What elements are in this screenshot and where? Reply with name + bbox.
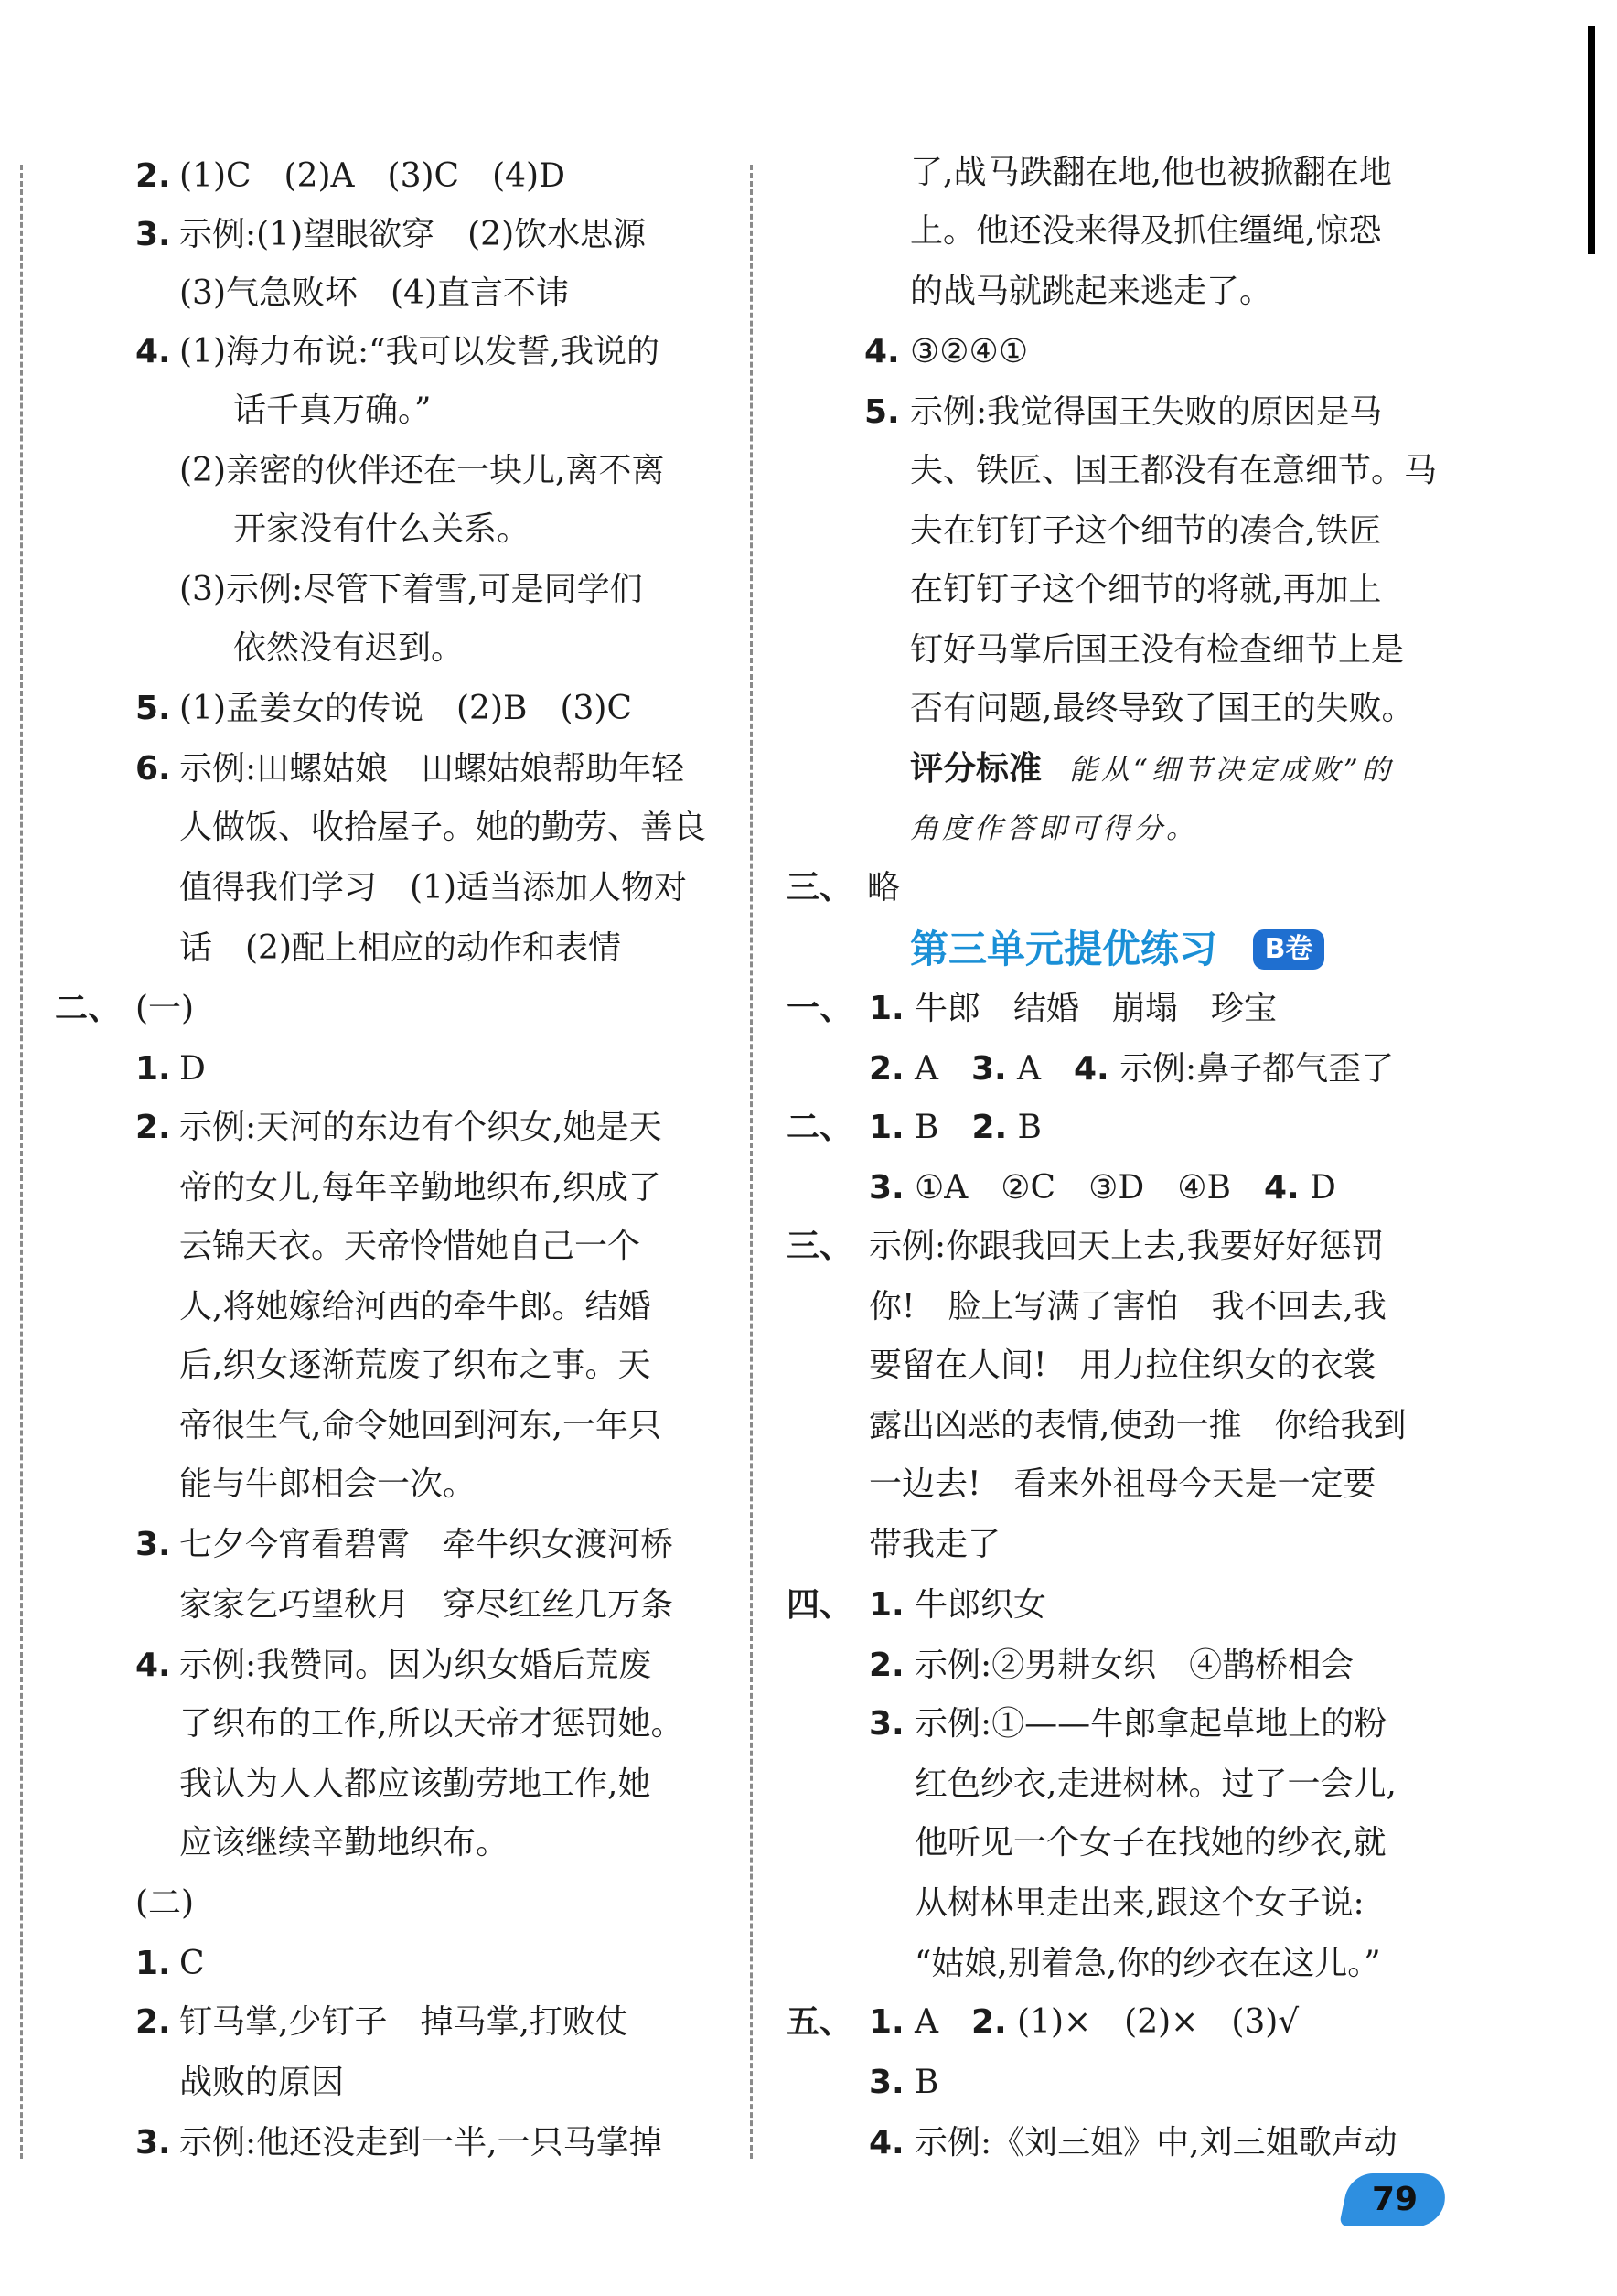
answer-line: 4. 示例:我赞同。因为织女婚后荒废: [135, 1647, 652, 1684]
answer-line: 4. ③②④①: [864, 333, 1029, 370]
answer-line: 1. C: [135, 1945, 205, 1982]
answer-line: 四、 1. 牛郎织女: [787, 1586, 1047, 1624]
answer-line: 4. (1)海力布说:“我可以发誓,我说的: [135, 333, 659, 370]
answer-line: 3. B: [869, 2064, 939, 2101]
answer-line: 帝很生气,命令她回到河东,一年只: [179, 1407, 661, 1444]
answer-line: 你! 脸上写满了害怕 我不回去,我: [869, 1288, 1387, 1325]
answer-line: 家家乞巧望秋月 穿尽红丝几万条: [179, 1586, 674, 1624]
answer-line: 的战马就跳起来逃走了。: [910, 273, 1273, 310]
answer-line: 带我走了: [869, 1526, 1001, 1563]
answer-line: 二、 (一): [55, 990, 195, 1027]
answer-line: 依然没有迟到。: [233, 629, 465, 667]
answer-line: 能与牛郎相会一次。: [179, 1465, 477, 1503]
answer-line: 话 (2)配上相应的动作和表情: [179, 929, 621, 967]
page-edge-bar: [1588, 26, 1595, 254]
answer-line: 5. (1)孟姜女的传说 (2)B (3)C: [135, 690, 632, 727]
answer-line: (3)气急败坏 (4)直言不讳: [179, 274, 569, 312]
answer-line: 2. 示例:②男耕女织 ④鹊桥相会: [869, 1647, 1355, 1684]
page-number-badge: [1326, 2168, 1454, 2241]
scoring-line: [910, 805, 1198, 852]
answer-line: 开家没有什么关系。: [233, 510, 530, 548]
answer-line: 值得我们学习 (1)适当添加人物对: [179, 869, 687, 907]
left-dashed-divider: [20, 165, 23, 2159]
answer-line: 他听见一个女子在找她的纱衣,就: [915, 1824, 1387, 1861]
scoring-text: 角度作答即可得分。: [910, 812, 1198, 845]
middle-dashed-divider: [750, 165, 753, 2159]
answer-line: 夫、铁匠、国王都没有在意细节。马: [910, 452, 1438, 489]
answer-line: 人做饭、收拾屋子。她的勤劳、善良: [179, 809, 707, 846]
answer-line: 3. 示例:(1)望眼欲穿 (2)饮水思源: [135, 216, 647, 253]
answer-line: 3. 示例:他还没走到一半,一只马掌掉: [135, 2124, 662, 2162]
answer-line: 三、 示例:你跟我回天上去,我要好好惩罚: [787, 1228, 1385, 1265]
answer-line: 话千真万确。”: [233, 392, 432, 429]
answer-line: 三、 略: [787, 869, 901, 907]
answer-line: (3)示例:尽管下着雪,可是同学们: [179, 571, 643, 608]
answer-line: (2)亲密的伙伴还在一块儿,离不离: [179, 452, 665, 489]
answer-line: 帝的女儿,每年辛勤地织布,织成了: [179, 1169, 661, 1207]
answer-line: 应该继续辛勤地织布。: [179, 1824, 509, 1861]
answer-line: 钉好马掌后国王没有检查细节上是: [910, 631, 1405, 669]
answer-line: “姑娘,别着急,你的纱衣在这儿。”: [915, 1945, 1381, 1982]
answer-line: 3. 示例:①——牛郎拿起草地上的粉: [869, 1705, 1387, 1743]
answer-line: 2. A 3. A 4. 示例:鼻子都气歪了: [869, 1050, 1395, 1088]
answer-line: 了,战马跌翻在地,他也被掀翻在地: [910, 154, 1392, 191]
answer-line: 二、 1. B 2. B: [787, 1109, 1042, 1146]
answer-line: 云锦天衣。天帝怜惜她自己一个: [179, 1228, 641, 1265]
answer-line: (二): [135, 1884, 195, 1922]
answer-line: 3. 七夕今宵看碧霄 牵牛织女渡河桥: [135, 1526, 674, 1563]
unit-title: 第三单元提优练习: [910, 927, 1218, 971]
answer-line: 从树林里走出来,跟这个女子说:: [915, 1884, 1365, 1922]
answer-line: 露出凶恶的表情,使劲一推 你给我到: [869, 1407, 1407, 1444]
page-number: 79: [1371, 2181, 1419, 2218]
answer-line: 2. (1)C (2)A (3)C (4)D: [135, 157, 565, 195]
unit-badge: B卷: [1253, 929, 1324, 970]
answer-line: 了织布的工作,所以天帝才惩罚她。: [179, 1705, 684, 1743]
answer-line: 在钉钉子这个细节的将就,再加上: [910, 571, 1382, 608]
answer-line: 我认为人人都应该勤劳地工作,她: [179, 1765, 651, 1803]
answer-line: 2. 示例:天河的东边有个织女,她是天: [135, 1109, 662, 1146]
answer-line: 1. D: [135, 1050, 206, 1088]
answer-line: 一边去! 看来外祖母今天是一定要: [869, 1465, 1376, 1503]
answer-line: 5. 示例:我觉得国王失败的原因是马: [864, 393, 1383, 431]
answer-line: 要留在人间! 用力拉住织女的衣裳: [869, 1346, 1376, 1384]
answer-line: 6. 示例:田螺姑娘 田螺姑娘帮助年轻: [135, 750, 685, 788]
answer-line: 2. 钉马掌,少钉子 掉马掌,打败仗: [135, 2003, 628, 2041]
answer-line: 人,将她嫁给河西的牵牛郎。结婚: [179, 1288, 651, 1325]
answer-line: 一、 1. 牛郎 结婚 崩塌 珍宝: [787, 990, 1278, 1027]
answer-line: 否有问题,最终导致了国王的失败。: [910, 690, 1415, 727]
answer-line: 上。他还没来得及抓住缰绳,惊恐: [910, 212, 1382, 250]
answer-line: 4. 示例:《刘三姐》中,刘三姐歌声动: [869, 2124, 1397, 2162]
scoring-label: 评分标准: [910, 750, 1043, 788]
answer-line: 红色纱衣,走进树林。过了一会儿,: [915, 1765, 1397, 1803]
answer-line: 3. ①A ②C ③D ④B 4. D: [869, 1169, 1336, 1207]
answer-line: 后,织女逐渐荒废了织布之事。天: [179, 1346, 651, 1384]
scoring-line: [910, 746, 1394, 793]
answer-line: 五、 1. A 2. (1)× (2)× (3)√: [787, 2003, 1300, 2041]
scoring-text: 能从“细节决定成败”的: [1069, 754, 1394, 787]
answer-line: 战败的原因: [179, 2064, 345, 2101]
answer-line: 夫在钉钉子这个细节的凑合,铁匠: [910, 512, 1382, 550]
